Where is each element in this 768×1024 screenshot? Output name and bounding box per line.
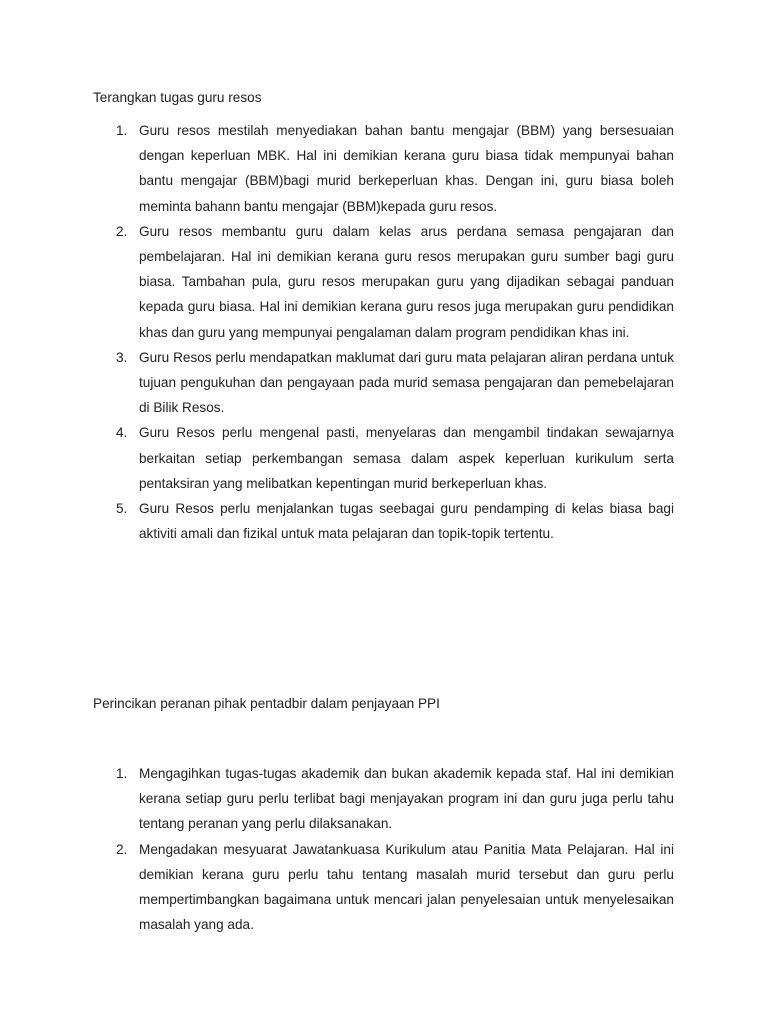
- item-number: 1.: [116, 766, 128, 781]
- list-item: [116, 118, 674, 219]
- item-text: Guru resos membantu guru dalam kelas arus perdana semasa pengajaran dan pembelajaran. Hal ini demikian kerana guru resos merupakan guru sumber bagi guru biasa. Tambahan pula, guru resos merupakan guru yang dijadikan sebagai panduan kepada guru biasa. Hal ini demikian kerana guru resos juga merupakan guru pendidikan khas dan guru yang mempunyai pengalaman dalam program pendidikan khas ini.: [139, 223, 674, 340]
- section-heading-peranan-pentadbir: Perincikan peranan pihak pentadbir dalam penjayaan PPI: [93, 696, 440, 711]
- item-number: 1.: [116, 123, 128, 138]
- item-text: Guru resos mestilah menyediakan bahan bantu mengajar (BBM) yang bersesuaian dengan keperluan MBK. Hal ini demikian kerana guru biasa tidak mempunyai bahan bantu mengajar (BBM)bagi murid berkeperluan khas. Dengan ini, guru biasa boleh meminta bahann bantu mengajar (BBM)kepada guru resos.: [139, 123, 674, 214]
- list-item: [116, 219, 674, 345]
- item-text: Mengagihkan tugas-tugas akademik dan bukan akademik kepada staf. Hal ini demikian kerana setiap guru perlu terlibat bagi menjayakan program ini dan guru juga perlu tahu tentang peranan yang perlu dilaksanakan.: [139, 766, 674, 832]
- item-number: 2.: [116, 223, 128, 239]
- item-number: 4.: [116, 425, 128, 441]
- item-number: 5.: [116, 501, 128, 517]
- list-item: [116, 420, 674, 496]
- item-number: 3.: [116, 349, 128, 365]
- list-item: [116, 761, 674, 837]
- item-text: Guru Resos perlu mengenal pasti, menyelaras dan mengambil tindakan sewajarnya berkaitan setiap perkembangan semasa dalam aspek keperluan kurikulum serta pentaksiran yang melibatkan kepentingan murid berkeperluan khas.: [139, 425, 674, 491]
- list-tugas-guru-resos: [116, 118, 674, 546]
- list-peranan-pentadbir: [116, 761, 674, 937]
- list-item: [116, 496, 674, 546]
- item-number: 2.: [116, 841, 128, 857]
- section-heading-tugas-guru-resos: Terangkan tugas guru resos: [93, 90, 262, 105]
- list-item: [116, 345, 674, 421]
- item-text: Guru Resos perlu menjalankan tugas seebagai guru pendamping di kelas biasa bagi aktiviti amali dan fizikal untuk mata pelajaran dan topik-topik tertentu.: [139, 501, 674, 542]
- list-item: [116, 837, 674, 938]
- item-text: Guru Resos perlu mendapatkan maklumat dari guru mata pelajaran aliran perdana untuk tujuan pengukuhan dan pengayaan pada murid semasa pengajaran dan pemebelajaran di Bilik Resos.: [139, 349, 674, 416]
- item-text: Mengadakan mesyuarat Jawatankuasa Kurikulum atau Panitia Mata Pelajaran. Hal ini demikian kerana guru perlu tahu tentang masalah murid tersebut dan guru perlu mempertimbangkan bagaimana untuk mencari jalan penyelesaian untuk menyelesaikan masalah yang ada.: [139, 841, 674, 933]
